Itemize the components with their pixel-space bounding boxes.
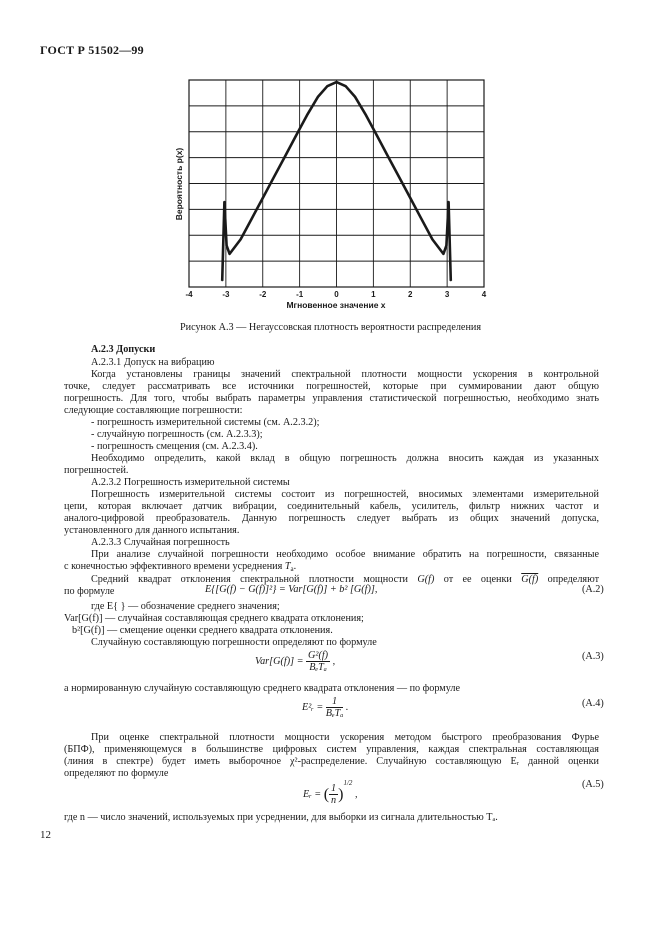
- section-heading-a23: А.2.3 Допуски: [91, 344, 156, 355]
- paragraph-line: аналого-цифровой преобразователь. Данную погрешность следует выбрать из общих значений допуска,: [64, 513, 599, 524]
- paragraph-line: (линия в спектре) будет иметь выборочное χ²-распределение. Случайную составляющую Eᵣ данной оценки: [64, 756, 599, 767]
- subsection-heading-a231: А.2.3.1 Допуск на вибрацию: [91, 357, 215, 368]
- paragraph-line: следующие составляющие погрешности:: [64, 405, 243, 416]
- paragraph-line: точке, следует рассматривать все источники погрешностей, которые при суммировании дают общую: [64, 381, 599, 392]
- equation-number-a3: (А.3): [582, 651, 604, 662]
- data-point: [365, 115, 366, 116]
- equation-number-a5: (А.5): [582, 779, 604, 790]
- equation-a5: Eᵣ = ( $\frac{1}{n}$ )$^{1/2}$ ,: [303, 779, 358, 807]
- probability-density-chart: [170, 72, 500, 318]
- data-point: [376, 135, 377, 136]
- equation-number-a2: (А.2): [582, 584, 604, 595]
- data-point: [354, 96, 355, 97]
- x-tick-label: -2: [259, 290, 267, 299]
- equation-a4: E²ᵣ = $\frac{1}{\text{BₑTₐ}}$ .: [302, 696, 349, 719]
- data-point: [446, 245, 447, 246]
- equation-number-a4: (А.4): [582, 698, 604, 709]
- x-tick-labels: [185, 290, 486, 299]
- subsection-heading-a233: А.2.3.3 Случайная погрешность: [91, 537, 230, 548]
- x-tick-label: 2: [408, 290, 413, 299]
- data-point: [273, 177, 274, 178]
- data-point: [448, 202, 449, 203]
- x-tick-label: 3: [444, 290, 450, 299]
- paragraph-line: При оценке спектральной плотности мощности ускорения методом быстрого преобразования Фурье: [91, 732, 599, 743]
- data-point: [251, 218, 252, 219]
- x-tick-label: -4: [185, 290, 193, 299]
- paragraph-line: погрешностей.: [64, 465, 129, 476]
- data-point: [327, 86, 328, 87]
- data-point: [240, 239, 241, 240]
- definition-line: где E{ } — обозначение среднего значения;: [91, 601, 280, 612]
- data-point: [284, 156, 285, 157]
- data-point: [345, 86, 346, 87]
- paragraph-line: Средний квадрат отклонения спектральной плотности мощности G(f) от ее оценки G(f) определяют: [91, 574, 600, 585]
- data-point: [336, 81, 337, 82]
- figure-caption: Рисунок А.3 — Негауссовская плотность вероятности распределения: [179, 322, 482, 333]
- data-point: [262, 197, 263, 198]
- subsection-heading-a232: А.2.3.2 Погрешность измерительной системы: [91, 477, 290, 488]
- paragraph-line: Случайную составляющую погрешности определяют по формуле: [91, 637, 377, 648]
- data-point: [224, 202, 225, 203]
- paragraph-line: по формуле: [64, 586, 115, 597]
- definition-line: b²[G(f)] — смещение оценки среднего квадрата отклонения.: [72, 625, 333, 636]
- paragraph-line: Необходимо определить, какой вклад в общую погрешность должна вносить каждая из указанных: [91, 453, 599, 464]
- paragraph-line: (БПФ), применяющемуся в большинстве цифровых систем управления, каждая спектральная составляющая: [64, 744, 599, 755]
- equation-a2: E{[G(f) − G(f)]²} = Var[G(f)] + b² [G(f)],: [205, 584, 378, 595]
- list-item: - случайную погрешность (см. А.2.3.3);: [91, 429, 263, 440]
- x-tick-label: 0: [334, 290, 339, 299]
- data-point: [229, 253, 230, 254]
- paragraph-line: Погрешность измерительной системы состоит из погрешностей, вносимых элементами измерительной: [91, 489, 599, 500]
- paragraph-line: где n — число значений, используемых при усреднении, для выборки из сигнала длительностью Tₐ.: [64, 812, 498, 823]
- paragraph-line: а нормированную случайную составляющую среднего квадрата отклонения — по формуле: [64, 683, 460, 694]
- data-point: [388, 156, 389, 157]
- data-point: [432, 239, 433, 240]
- list-item: - погрешность смещения (см. А.2.3.4).: [91, 441, 258, 452]
- x-tick-label: -3: [222, 290, 230, 299]
- paragraph-line: погрешность. Для того, чтобы выбрать параметры управления статистической погрешностью, необходимо знать: [64, 393, 599, 404]
- definition-line: Var[G(f)] — случайная составляющая среднего квадрата отклонения;: [64, 613, 364, 624]
- y-axis-label: Вероятность p(x): [174, 147, 184, 221]
- data-point: [226, 245, 227, 246]
- x-tick-label: 4: [481, 290, 487, 299]
- paragraph-line: При анализе случайной погрешности необходимо особое внимание обратить на погрешности, связанные: [91, 549, 599, 560]
- data-point: [222, 280, 223, 281]
- chart-grid: [189, 80, 484, 287]
- data-point: [399, 177, 400, 178]
- paragraph-line: определяют по формуле: [64, 768, 169, 779]
- x-tick-label: -1: [296, 290, 304, 299]
- document-header: ГОСТ Р 51502—99: [40, 43, 144, 57]
- x-tick-label: 1: [371, 290, 376, 299]
- x-axis-label: Мгновенное значение x: [286, 300, 386, 310]
- data-point: [450, 280, 451, 281]
- data-point: [306, 115, 307, 116]
- paragraph-line: установленного для данного испытания.: [64, 525, 240, 536]
- data-point: [317, 96, 318, 97]
- paragraph-line: Когда установлены границы значений спектральной плотности мощности ускорения в контрольной: [91, 369, 599, 380]
- data-point: [295, 135, 296, 136]
- paragraph-line: с конечностью эффективного времени усреднения $T_a$.: [64, 561, 297, 573]
- data-point: [410, 197, 411, 198]
- paragraph-line: цепи, которая включает датчик вибрации, соединительный кабель, усилитель, фильтр нижних частот и: [64, 501, 599, 512]
- list-item: - погрешность измерительной системы (см. А.2.3.2);: [91, 417, 320, 428]
- data-point: [443, 253, 444, 254]
- data-point: [421, 218, 422, 219]
- equation-a3: Var[G(f)] = $\frac{\text{G²(f)}}{\text{BₑTₐ}}$ ,: [255, 650, 336, 673]
- page-number: 12: [40, 829, 51, 841]
